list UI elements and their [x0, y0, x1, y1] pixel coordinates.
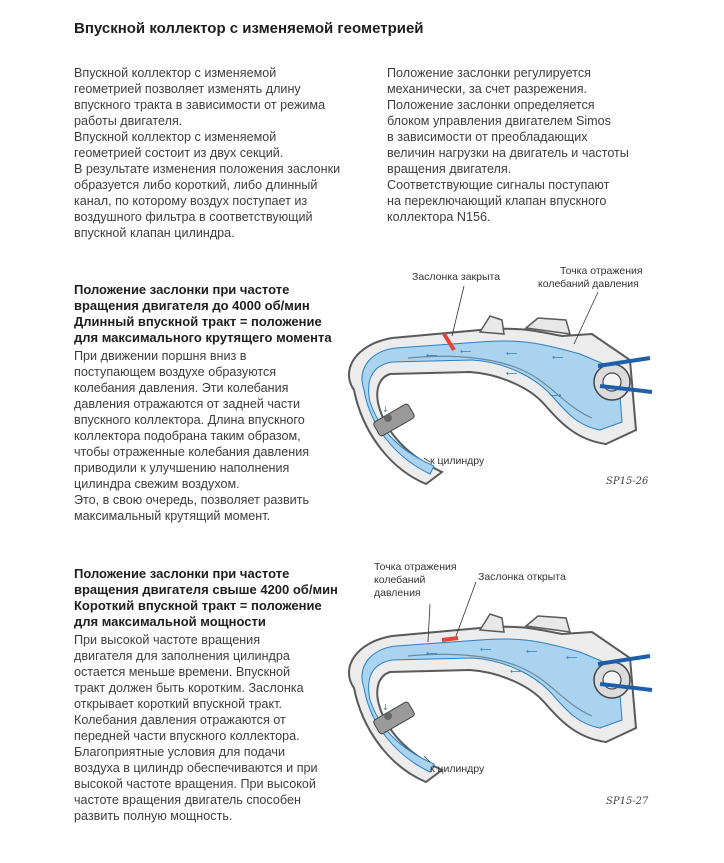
flow-arrow-icon: ↓	[382, 703, 389, 712]
text-line: приводили к улучшению наполнения	[74, 461, 290, 475]
flow-arrow-icon: ⟵	[426, 351, 438, 360]
text-line: впускного тракта в зависимости от режима	[74, 98, 326, 112]
flap-open	[442, 638, 458, 640]
section2-body	[74, 632, 318, 824]
flow-arrow-icon: ⟵	[552, 353, 564, 362]
label-to-cylinder: к цилиндру	[430, 455, 485, 467]
text-line: В результате изменения положения заслонки	[74, 162, 341, 176]
heading-line: Положение заслонки при частоте	[74, 566, 290, 581]
text-line: величин нагрузки на двигатель и частоты	[387, 146, 629, 160]
text-line: остается меньше времени. Впускной	[74, 665, 291, 679]
text-line: Положение заслонки регулируется	[387, 66, 591, 80]
text-line: цилиндра свежим воздухом.	[74, 477, 240, 491]
heading-line: вращения двигателя свыше 4200 об/мин	[74, 582, 338, 597]
flow-arrow-icon: ⟵	[566, 653, 578, 662]
label-flap-open: Заслонка открыта	[478, 571, 566, 583]
text-line: образуется либо короткий, либо длинный	[74, 178, 318, 192]
text-line: поступающем воздухе образуются	[74, 365, 277, 379]
text-line: механически, за счет разрежения.	[387, 82, 588, 96]
text-line: Впускной коллектор с изменяемой	[74, 66, 277, 80]
text-line: впускной клапан цилиндра.	[74, 226, 235, 240]
flow-arrow-icon: ⟶	[550, 391, 562, 400]
flow-arrow-icon: ⟵	[426, 649, 438, 658]
text-line: вращения двигателя.	[387, 162, 512, 176]
intro-right-text	[387, 65, 629, 225]
label-reflection-line3: давления	[374, 587, 421, 599]
section2-heading	[74, 566, 338, 630]
text-line: работы двигателя.	[74, 114, 183, 128]
flow-arrow-icon: ↓	[382, 405, 389, 414]
text-line: воздушного фильтра в соответствующий	[74, 210, 313, 224]
text-line: воздуха в цилиндр обеспечиваются и при	[74, 761, 318, 775]
text-line: высокой частоте вращения. При высокой	[74, 777, 316, 791]
text-line: передней части впускного коллектора.	[74, 729, 300, 743]
text-line: максимальный крутящий момент.	[74, 509, 271, 523]
text-line: Впускной коллектор с изменяемой	[74, 130, 277, 144]
flow-arrow-icon: ⟵	[510, 667, 522, 676]
heading-line: Короткий впускной тракт = положение	[74, 598, 322, 613]
text-line: на переключающий клапан впускного	[387, 194, 607, 208]
text-line: Положение заслонки определяется	[387, 98, 595, 112]
page-title: Впускной коллектор с изменяемой геометрией	[74, 20, 424, 37]
text-line: блоком управления двигателем Simos	[387, 114, 611, 128]
manifold-boss	[480, 614, 504, 632]
label-reflection-line1: Точка отражения	[374, 561, 457, 573]
label-reflection-line1: Точка отражения	[560, 265, 643, 277]
text-line: Колебания давления отражаются от	[74, 713, 286, 727]
text-line: чтобы отраженные колебания давления	[74, 445, 310, 459]
label-flap-closed: Заслонка закрыта	[412, 271, 501, 283]
flow-arrow-icon: ⟵	[506, 369, 518, 378]
flow-arrow-icon: ⟵	[460, 347, 472, 356]
text-line: впускного коллектора. Длина впускного	[74, 413, 305, 427]
heading-line: для максимальной мощности	[74, 614, 266, 629]
text-line: Это, в свою очередь, позволяет развить	[74, 493, 310, 507]
text-line: геометрией состоит из двух секций.	[74, 146, 284, 160]
text-line: коллектора подобрана таким образом,	[74, 429, 301, 443]
intro-left-text	[74, 65, 340, 241]
figure-code: SP15-27	[606, 796, 649, 807]
text-line: в зависимости от преобладающих	[387, 130, 588, 144]
manifold-boss	[480, 316, 504, 334]
heading-line: для максимального крутящего момента	[74, 330, 332, 345]
text-line: открывает короткий впускной тракт.	[74, 697, 282, 711]
flow-arrow-icon: ⟵	[506, 349, 518, 358]
text-line: колебания давления. Эти колебания	[74, 381, 289, 395]
text-line: Благоприятные условия для подачи	[74, 745, 285, 759]
heading-line: вращения двигателя до 4000 об/мин	[74, 298, 310, 313]
section1-heading	[74, 282, 332, 346]
text-line: При высокой частоте вращения	[74, 633, 261, 647]
heading-line: Длинный впускной тракт = положение	[74, 314, 322, 329]
figure-code: SP15-26	[606, 476, 649, 487]
flow-arrow-icon: ⟵	[526, 647, 538, 656]
heading-line: Положение заслонки при частоте	[74, 282, 290, 297]
label-reflection-line2: колебаний давления	[538, 278, 639, 290]
text-line: Соответствующие сигналы поступают	[387, 178, 610, 192]
text-line: При движении поршня вниз в	[74, 349, 247, 363]
text-line: коллектора N156.	[387, 210, 491, 224]
flow-arrow-icon: ⟵	[480, 645, 492, 654]
label-to-cylinder: к цилиндру	[430, 763, 485, 775]
manifold-diagram-closed	[330, 262, 660, 492]
text-line: тракт должен быть коротким. Заслонка	[74, 681, 304, 695]
section1-body	[74, 348, 309, 524]
text-line: двигателя для заполнения цилиндра	[74, 649, 290, 663]
text-line: канал, по которому воздух поступает из	[74, 194, 308, 208]
label-reflection-line2: колебаний	[374, 574, 426, 586]
manifold-diagram-open	[330, 556, 660, 812]
text-line: геометрией позволяет изменять длину	[74, 82, 301, 96]
text-line: давления отражаются от задней части	[74, 397, 301, 411]
text-line: развить полную мощность.	[74, 809, 233, 823]
text-line: частоте вращения двигатель способен	[74, 793, 301, 807]
